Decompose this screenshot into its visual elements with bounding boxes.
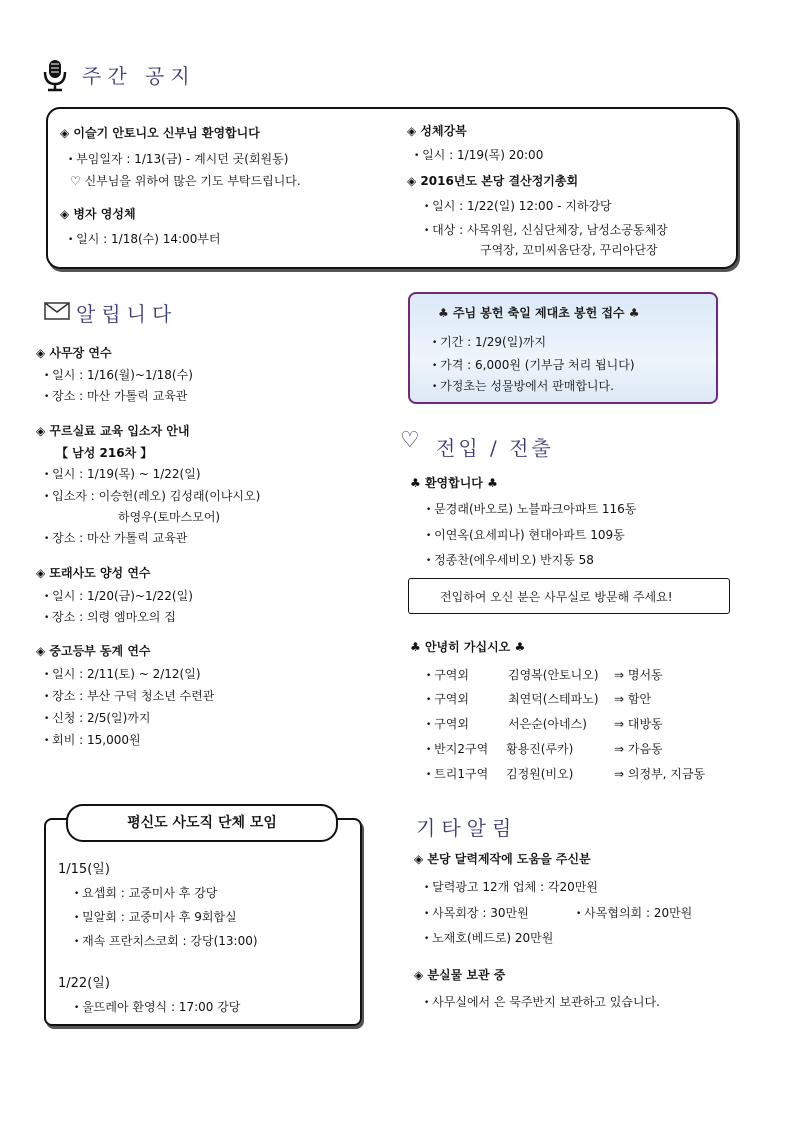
announce-line: • 입소자 : 이승헌(레오) 김성래(이냐시오) (44, 487, 260, 504)
farewell-dest: ⇒ 명서동 (614, 668, 663, 682)
microphone-icon (40, 58, 70, 92)
farewell-area: • 트리1구역 (426, 765, 488, 782)
announce-line: • 일시 : 2/11(토) ~ 2/12(일) (44, 665, 201, 682)
farewell-area: • 구역외 (426, 666, 469, 683)
etc-title: ◈ 분실물 보관 중 (414, 966, 505, 983)
notice-title: ◈ 성체강복 (407, 122, 467, 139)
offering-title: ♣ 주님 봉헌 축일 제대초 봉헌 접수 ♣ (438, 306, 640, 320)
announce-line: 하영우(토마스모어) (118, 510, 221, 524)
announce-line: • 일시 : 1/19(목) ~ 1/22(일) (44, 465, 201, 482)
offering-line: • 가정초는 성물방에서 판매합니다. (432, 377, 614, 394)
announce-title: ◈ 또래사도 양성 연수 (36, 564, 151, 581)
club-icon: ♣ (438, 306, 453, 320)
announce-line: • 신청 : 2/5(일)까지 (44, 709, 150, 726)
section-heading-announce: 알립니다 (76, 302, 178, 326)
farewell-name: 김정원(비오) (506, 767, 574, 781)
groups-line: • 밀알회 : 교중미사 후 9회합실 (74, 908, 237, 925)
farewell-dest: ⇒ 의정부, 지금동 (614, 767, 706, 781)
farewell-name: 김영복(안토니오) (508, 668, 599, 682)
announce-line: • 일시 : 1/20(금)~1/22(일) (44, 587, 193, 604)
etc-line: • 사목협의회 : 20만원 (576, 904, 692, 921)
offering-line: • 기간 : 1/29(일)까지 (432, 333, 546, 350)
notice-line: • 일시 : 1/22(일) 12:00 - 지하강당 (424, 197, 612, 214)
announce-line: • 일시 : 1/16(월)~1/18(수) (44, 366, 193, 383)
farewell-dest: ⇒ 함안 (614, 692, 652, 706)
announce-sub: 【 남성 216차 】 (56, 446, 153, 460)
welcome-title: ♣ 환영합니다 ♣ (410, 476, 498, 490)
farewell-title: ♣ 안녕히 가십시오 ♣ (410, 640, 526, 654)
club-icon: ♣ (510, 640, 526, 654)
etc-line: • 달력광고 12개 업체 : 각20만원 (424, 878, 598, 895)
etc-line: • 노재호(베드로) 20만원 (424, 929, 553, 946)
offering-line: • 가격 : 6,000원 (기부금 처리 됩니다) (432, 356, 635, 373)
notice-line: ♡ 신부님을 위하여 많은 기도 부탁드립니다. (70, 174, 301, 188)
announce-title: ◈ 중고등부 동계 연수 (36, 642, 151, 659)
welcome-line: • 문경래(바오로) 노블파크아파트 116동 (426, 500, 636, 517)
announce-line: • 장소 : 마산 가톨릭 교육관 (44, 387, 187, 404)
farewell-dest: ⇒ 가음동 (614, 742, 663, 756)
farewell-name: 서은순(아네스) (508, 717, 587, 731)
club-icon: ♣ (482, 476, 498, 490)
notice-title: ◈ 이슬기 안토니오 신부님 환영합니다 (60, 124, 260, 141)
farewell-area: • 구역외 (426, 690, 469, 707)
notice-title: ◈ 병자 영성체 (60, 205, 136, 222)
groups-title: 평신도 사도직 단체 모임 (66, 804, 338, 842)
notice-line: 구역장, 꼬미씨움단장, 꾸리아단장 (480, 243, 658, 257)
farewell-name: 황용진(루카) (506, 742, 574, 756)
groups-date: 1/15(일) (58, 862, 110, 877)
section-heading-etc: 기타알림 (416, 816, 518, 840)
welcome-line: • 정종찬(에우세비오) 반지동 58 (426, 551, 594, 568)
etc-title: ◈ 본당 달력제작에 도움을 주신분 (414, 850, 591, 867)
groups-line: • 울뜨레아 환영식 : 17:00 강당 (74, 998, 240, 1015)
etc-line: • 사무실에서 은 묵주반지 보관하고 있습니다. (424, 993, 660, 1010)
announce-line: • 장소 : 부산 구덕 청소년 수련관 (44, 687, 214, 704)
announce-title: ◈ 사무장 연수 (36, 344, 112, 361)
farewell-area: • 구역외 (426, 715, 469, 732)
groups-line: • 재속 프란치스코회 : 강당(13:00) (74, 932, 258, 949)
announce-line: • 장소 : 마산 가톨릭 교육관 (44, 529, 187, 546)
envelope-icon (44, 302, 70, 323)
notice-line: • 부임일자 : 1/13(금) - 계시던 곳(회원동) (68, 150, 288, 167)
notice-line: • 일시 : 1/18(수) 14:00부터 (68, 230, 221, 247)
visit-notice-text: 전입하여 오신 분은 사무실로 방문해 주세요! (440, 590, 673, 604)
announce-title: ◈ 꾸르실료 교육 입소자 안내 (36, 422, 189, 439)
groups-line: • 요셉회 : 교중미사 후 강당 (74, 884, 217, 901)
farewell-area: • 반지2구역 (426, 740, 488, 757)
groups-date: 1/22(일) (58, 976, 110, 991)
etc-line: • 사목회장 : 30만원 (424, 904, 529, 921)
farewell-dest: ⇒ 대방동 (614, 717, 663, 731)
page-title: 주간 공지 (82, 64, 196, 88)
section-heading-moving: 전입 / 전출 (436, 436, 554, 460)
announce-line: • 회비 : 15,000원 (44, 731, 141, 748)
announce-line: • 장소 : 의령 엠마오의 집 (44, 608, 176, 625)
club-icon: ♣ (410, 640, 425, 654)
notice-title: ◈ 2016년도 본당 결산정기총회 (407, 172, 578, 189)
club-icon: ♣ (410, 476, 425, 490)
heart-icon: ♡ (400, 428, 420, 453)
farewell-name: 최연덕(스테파노) (508, 692, 599, 706)
notice-line: • 대상 : 사목위원, 신심단체장, 남성소공동체장 (424, 221, 668, 238)
notice-line: • 일시 : 1/19(목) 20:00 (414, 146, 543, 163)
welcome-line: • 이연옥(요세피나) 현대아파트 109동 (426, 526, 625, 543)
club-icon: ♣ (624, 306, 640, 320)
